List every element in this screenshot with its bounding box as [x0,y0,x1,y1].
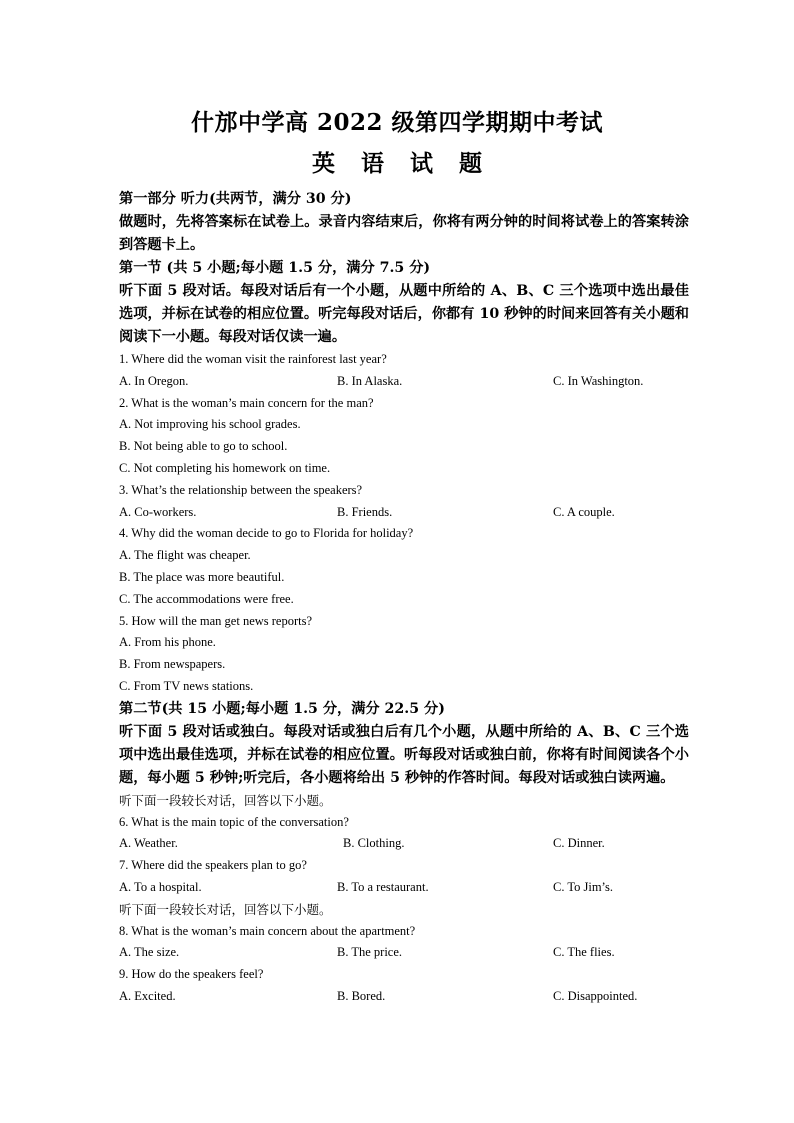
option-a: A. In Oregon. [119,373,189,388]
question-1: 1. Where did the woman visit the rainforest last year? [119,352,387,366]
question-3: 3. What’s the relationship between the speakers? [119,482,363,497]
option-a: A. To a hospital. [119,879,202,894]
group-intro: 听下面一段较长对话，回答以下小题。 [119,792,332,808]
option-b: B. In Alaska. [337,373,403,388]
option-c: C. Disappointed. [553,988,638,1003]
question-6-options [119,833,689,855]
question-8-options [119,942,689,964]
option-a: A. Excited. [119,988,176,1003]
part1-instruction: 做题时，先将答案标在试卷上。录音内容结束后，你将有两分钟的时间将试卷上的答案转涂到答题卡上。 [119,214,689,253]
option-a: A. Co-workers. [119,504,197,519]
option-c: C. The accommodations were free. [119,591,294,606]
option-c: C. Not completing his homework on time. [119,460,331,475]
option-c: C. From TV news stations. [119,678,254,693]
question-7: 7. Where did the speakers plan to go? [119,858,307,873]
option-a: A. The size. [119,945,180,960]
option-c: C. The flies. [553,945,615,960]
question-4: 4. Why did the woman decide to go to Florida for holiday? [119,526,414,541]
option-b: B. From newspapers. [119,657,226,672]
option-a: A. The flight was cheaper. [119,548,251,563]
question-9-options [119,986,689,1008]
option-b: B. The place was more beautiful. [119,569,285,584]
question-1-options [119,371,689,393]
exam-title: 什邡中学高 2022 级第四学期期中考试 [190,109,604,136]
option-b: B. Friends. [337,504,393,519]
exam-subject-title: 英 语 试 题 [311,150,483,177]
option-b: B. The price. [337,945,403,960]
option-a: A. From his phone. [119,635,216,650]
section2-heading: 第二节(共 15 小题;每小题 1.5 分，满分 22.5 分) [119,700,445,717]
option-c: C. A couple. [553,504,615,519]
option-b: B. Clothing. [343,836,405,851]
question-3-options [119,502,689,524]
option-b: B. Bored. [337,988,386,1003]
section1-heading: 第一节 (共 5 小题;每小题 1.5 分，满分 7.5 分) [119,260,431,276]
part1-heading: 第一部分 听力(共两节，满分 30 分) [119,191,352,207]
section1-instruction: 听下面 5 段对话。每段对话后有一个小题，从题中所给的 A、B、C 三个选项中选出最佳选项，并标在试卷的相应位置。听完每段对话后，你都有 10 秒钟的时间来回答有关小题和阅读下一小题。每段对话仅读一遍。 [119,283,689,345]
option-a: A. Not improving his school grades. [119,417,301,432]
group-intro: 听下面一段较长对话，回答以下小题。 [119,901,332,917]
option-a: A. Weather. [119,836,178,851]
option-c: C. To Jim’s. [553,879,614,894]
option-c: C. In Washington. [553,373,644,388]
question-5: 5. How will the man get news reports? [119,613,313,628]
option-b: B. Not being able to go to school. [119,439,288,454]
question-7-options [119,877,689,899]
question-2: 2. What is the woman’s main concern for the man? [119,395,374,410]
question-8: 8. What is the woman’s main concern about the apartment? [119,923,416,938]
question-9: 9. How do the speakers feel? [119,967,264,982]
section2-instruction: 听下面 5 段对话或独白。每段对话或独白后有几个小题，从题中所给的 A、B、C 三个选项中选出最佳选项，并标在试卷的相应位置。听每段对话或独白前，你将有时间阅读各个小题，每小题 5 秒钟;听完后，各小题将给出 5 秒钟的作答时间。每段对话或独白读两遍。 [119,723,689,786]
option-c: C. Dinner. [553,836,605,851]
question-6: 6. What is the main topic of the conversation? [119,814,349,829]
exam-content [119,188,689,1008]
option-b: B. To a restaurant. [337,879,429,894]
